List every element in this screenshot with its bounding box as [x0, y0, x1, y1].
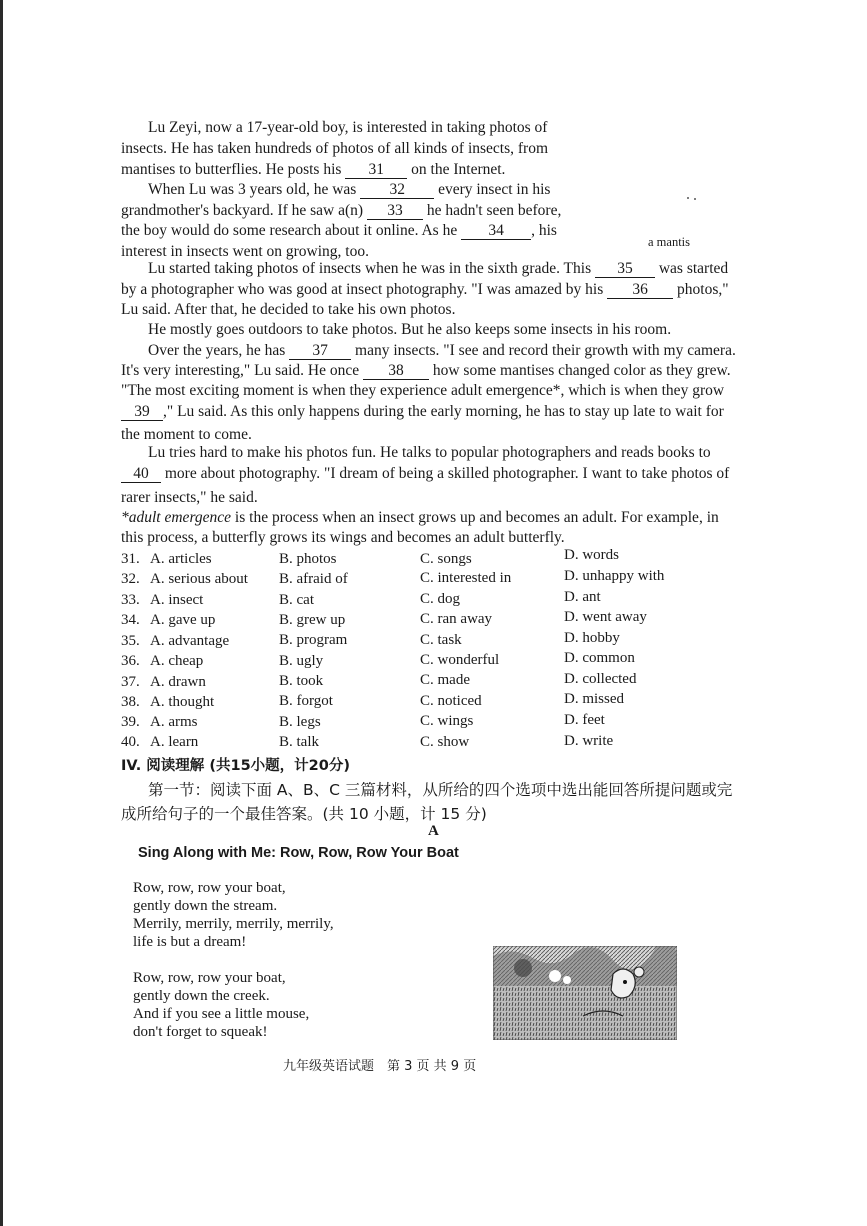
poem-line: life is but a dream!: [133, 934, 247, 950]
passage-line: interest in insects went on growing, too.: [121, 243, 369, 260]
option-b: B. program: [279, 632, 348, 648]
passage-line: [121, 160, 505, 181]
passage-line: "The most exciting moment is when they experience adult emergence*, which is when they grow: [121, 382, 725, 399]
option-a: A. arms: [150, 714, 198, 730]
passage-line: [148, 180, 550, 201]
poem-line: And if you see a little mouse,: [133, 1006, 310, 1022]
passage-text: many insects. "I see and record their growth with my camera.: [355, 342, 736, 359]
blank-33: 33: [367, 202, 423, 220]
passage-line: insects. He has taken hundreds of photos of all kinds of insects, from: [121, 140, 549, 157]
footnote-line: this process, a butterfly grows its wings and becomes an adult butterfly.: [121, 529, 565, 546]
option-d: D. hobby: [564, 630, 620, 646]
section-instructions: 成所给句子的一个最佳答案。(共 10 小题，计 15 分): [121, 805, 487, 823]
poem-line: gently down the stream.: [133, 898, 278, 914]
option-a: A. learn: [150, 734, 199, 750]
option-b: B. talk: [279, 734, 319, 750]
blank-37: 37: [289, 342, 351, 360]
option-d: D. words: [564, 547, 619, 563]
option-c: C. ran away: [420, 611, 493, 627]
option-a: A. articles: [150, 551, 212, 567]
option-a: A. serious about: [150, 571, 248, 587]
passage-text: every insect in his: [438, 181, 551, 198]
passage-line: the moment to come.: [121, 426, 252, 443]
option-c: C. noticed: [420, 693, 482, 709]
passage-text: photos,": [677, 281, 729, 298]
passage-line: [121, 464, 729, 485]
blank-32: 32: [360, 181, 434, 199]
passage-line: [121, 221, 557, 242]
blank-39: 39: [121, 403, 163, 421]
question-number: 38.: [121, 694, 140, 710]
option-d: D. went away: [564, 609, 647, 625]
option-c: C. made: [420, 672, 470, 688]
poem-line: Row, row, row your boat,: [133, 880, 286, 896]
option-a: A. drawn: [150, 674, 206, 690]
option-d: D. feet: [564, 712, 605, 728]
part-label: A: [428, 823, 439, 839]
passage-text: was started: [658, 260, 729, 277]
passage-line: Lu tries hard to make his photos fun. He talks to popular photographers and reads books to: [148, 444, 711, 461]
passage-line: [121, 402, 724, 423]
passage-text: When Lu was 3 years old, he was: [148, 181, 357, 198]
section-heading: IV. 阅读理解 (共15小题，计20分): [121, 758, 350, 774]
passage-text: It's very interesting," Lu said. He once: [121, 362, 360, 379]
passage-line: [121, 361, 731, 382]
passage-text: Over the years, he has: [148, 342, 286, 359]
passage-line: [148, 341, 736, 362]
poem-line: don't forget to squeak!: [133, 1024, 268, 1040]
footnote-term: *adult emergence: [121, 509, 232, 526]
section-instructions: 第一节：阅读下面 A、B、C 三篇材料，从所给的四个选项中选出能回答所提问题或完: [148, 781, 733, 799]
blank-31: 31: [345, 161, 407, 179]
blank-35: 35: [595, 260, 655, 278]
blank-40: 40: [121, 465, 161, 483]
passage-text: Lu started taking photos of insects when he was in the sixth grade. This: [148, 260, 592, 277]
option-c: C. task: [420, 632, 462, 648]
question-number: 34.: [121, 612, 140, 628]
poem-line: Row, row, row your boat,: [133, 970, 286, 986]
passage-text: , his: [531, 222, 557, 239]
passage-text: grandmother's backyard. If he saw a(n): [121, 202, 364, 219]
option-c: C. dog: [420, 591, 461, 607]
option-d: D. collected: [564, 671, 637, 687]
question-number: 40.: [121, 734, 140, 750]
option-d: D. common: [564, 650, 635, 666]
option-d: D. unhappy with: [564, 568, 665, 584]
song-title: Sing Along with Me: Row, Row, Row Your Boat: [138, 845, 459, 861]
question-number: 36.: [121, 653, 140, 669]
question-number: 31.: [121, 551, 140, 567]
scan-edge: [0, 0, 3, 1226]
option-b: B. ugly: [279, 653, 324, 669]
option-b: B. cat: [279, 592, 314, 608]
option-a: A. insect: [150, 592, 204, 608]
footnote-line: [121, 508, 719, 529]
option-c: C. songs: [420, 551, 472, 567]
option-b: B. photos: [279, 551, 337, 567]
option-b: B. grew up: [279, 612, 346, 628]
passage-text: on the Internet.: [411, 161, 506, 178]
image-caption: a mantis: [648, 235, 691, 249]
question-number: 37.: [121, 674, 140, 690]
option-b: B. forgot: [279, 693, 333, 709]
option-b: B. took: [279, 673, 324, 689]
option-d: D. ant: [564, 589, 601, 605]
option-b: B. afraid of: [279, 571, 348, 587]
passage-text: more about photography. "I dream of being a skilled photographer. I want to take photos of: [164, 465, 730, 482]
illustration-image: [493, 946, 677, 1040]
passage-line: [121, 280, 729, 301]
passage-text: he hadn't seen before,: [426, 202, 562, 219]
option-c: C. wonderful: [420, 652, 500, 668]
mantis-image: [686, 196, 692, 199]
passage-text: by a photographer who was good at insect photography. "I was amazed by his: [121, 281, 604, 298]
blank-34: 34: [461, 222, 531, 240]
passage-line: Lu Zeyi, now a 17-year-old boy, is interested in taking photos of: [148, 119, 548, 136]
passage-line: [148, 259, 728, 280]
option-d: D. missed: [564, 691, 624, 707]
option-d: D. write: [564, 733, 614, 749]
blank-38: 38: [363, 362, 429, 380]
option-c: C. wings: [420, 713, 474, 729]
poem-line: gently down the creek.: [133, 988, 270, 1004]
question-number: 39.: [121, 714, 140, 730]
passage-text: how some mantises changed color as they grew.: [432, 362, 731, 379]
passage-text: the boy would do some research about it online. As he: [121, 222, 458, 239]
option-a: A. advantage: [150, 633, 230, 649]
blank-36: 36: [607, 281, 673, 299]
passage-line: Lu said. After that, he decided to take his own photos.: [121, 301, 456, 318]
passage-line: rarer insects," he said.: [121, 489, 258, 506]
option-a: A. gave up: [150, 612, 216, 628]
page-footer: 九年级英语试题 第 3 页 共 9 页: [283, 1059, 477, 1074]
option-a: A. thought: [150, 694, 215, 710]
option-c: C. show: [420, 734, 470, 750]
footnote-text: is the process when an insect grows up and becomes an adult. For example, in: [234, 509, 719, 526]
option-a: A. cheap: [150, 653, 204, 669]
passage-line: [121, 201, 561, 222]
question-number: 35.: [121, 633, 140, 649]
question-number: 33.: [121, 592, 140, 608]
poem-line: Merrily, merrily, merrily, merrily,: [133, 916, 334, 932]
question-number: 32.: [121, 571, 140, 587]
option-c: C. interested in: [420, 570, 512, 586]
passage-line: He mostly goes outdoors to take photos. But he also keeps some insects in his room.: [148, 321, 672, 338]
passage-text: ," Lu said. As this only happens during the early morning, he has to stay up late to wait for: [163, 403, 724, 420]
option-b: B. legs: [279, 714, 321, 730]
passage-text: mantises to butterflies. He posts his: [121, 161, 342, 178]
